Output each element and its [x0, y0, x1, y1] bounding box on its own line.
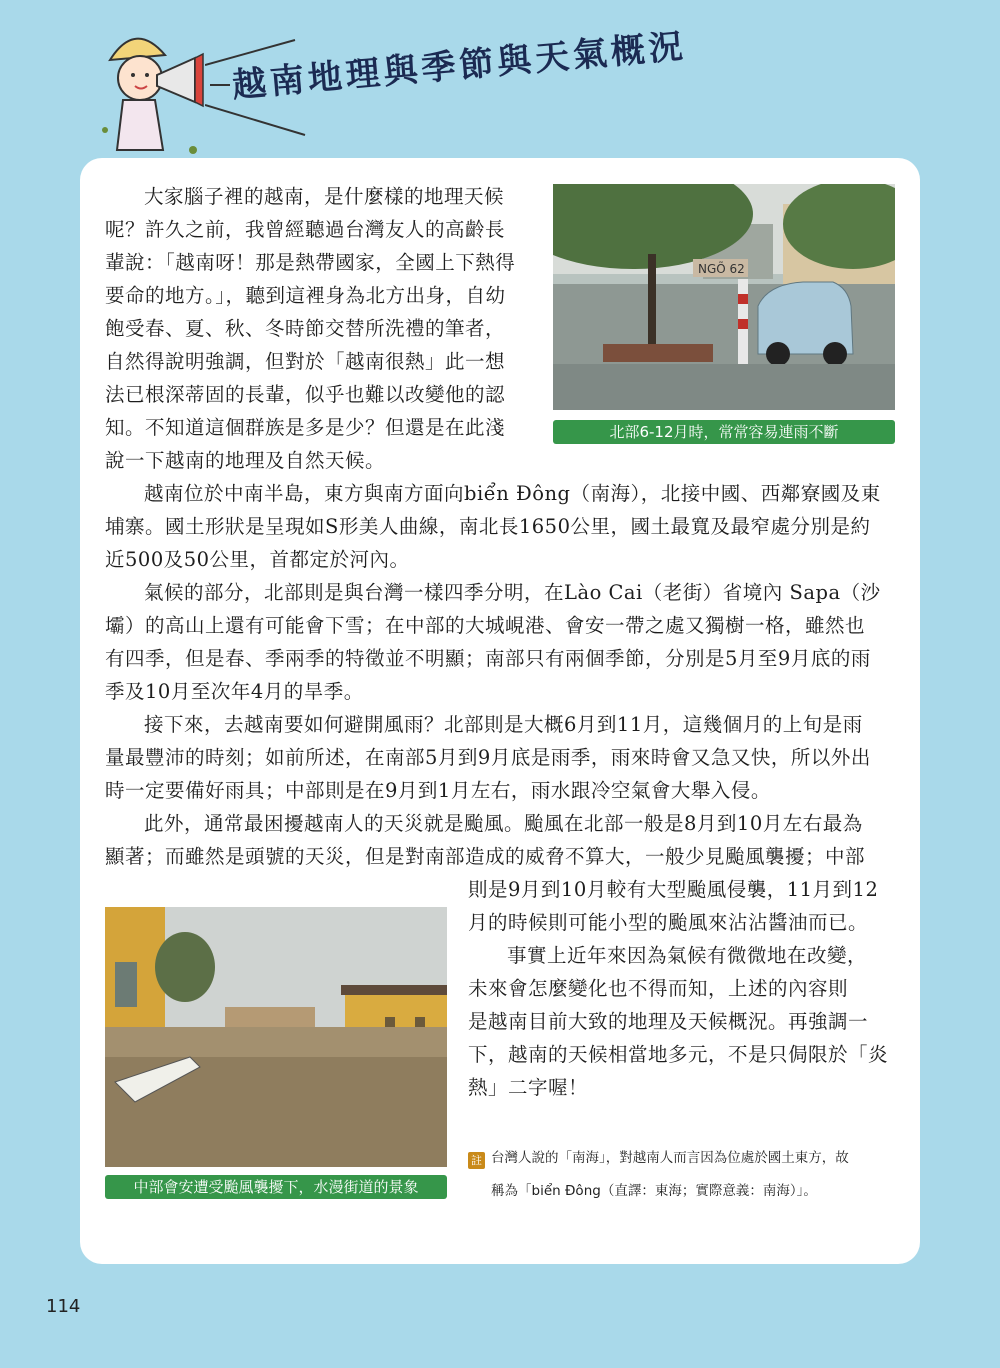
- footnote-line2: 稱為「biển Đông（直譯：東海；實際意義：南海）」。: [491, 1183, 817, 1199]
- text-line: 呢？許久之前，我曾經聽過台灣友人的高齡長: [105, 218, 506, 241]
- text-line: 季及10月至次年4月的旱季。: [105, 680, 364, 703]
- page-title: 越南地理與季節與天氣概況: [230, 26, 689, 106]
- text-line: 顯著；而雖然是頭號的天災，但是對南部造成的威脅不算大，一般少見颱風襲擾；中部: [105, 845, 866, 868]
- text-line: 知。不知道這個群族是多是少？但還是在此淺: [105, 416, 506, 439]
- body-paragraphs: [105, 477, 895, 873]
- text-line: 輩說：「越南呀！那是熱帶國家，全國上下熱得: [105, 251, 516, 274]
- text-line: 有四季，但是春、季兩季的特徵並不明顯；南部只有兩個季節，分別是5月至9月底的雨: [105, 647, 871, 670]
- text-line: 氣候的部分，北部則是與台灣一樣四季分明，在Lào Cai（老街）省境內 Sapa（沙: [144, 581, 881, 604]
- text-line: 法已根深蒂固的長輩，似乎也難以改變他的認: [105, 383, 506, 406]
- text-line: 事實上近年來因為氣候有微微地在改變，: [507, 944, 868, 967]
- photo2-caption: 中部會安遭受颱風襲擾下，水漫街道的景象: [105, 1175, 447, 1199]
- rainy-street-photo: [553, 184, 895, 410]
- text-line: 大家腦子裡的越南，是什麼樣的地理天候: [144, 185, 505, 208]
- text-line: 熱」二字喔！: [468, 1076, 589, 1099]
- photo1-caption: 北部6-12月時，常常容易連雨不斷: [553, 420, 895, 444]
- intro-paragraph: [105, 180, 533, 477]
- text-line: 埔寨。國土形狀是呈現如S形美人曲線，南北長1650公里，國土最寬及最窄處分別是約: [105, 515, 871, 538]
- text-line: 月的時候則可能小型的颱風來沾沾醬油而已。: [468, 911, 869, 934]
- right-column-paragraph: [468, 873, 898, 1104]
- footnote: [468, 1142, 898, 1208]
- text-line: 則是9月到10月較有大型颱風侵襲，11月到12: [468, 878, 879, 901]
- text-line: 說一下越南的地理及自然天候。: [105, 449, 386, 472]
- text-line: 是越南目前大致的地理及天候概況。再強調一: [468, 1010, 869, 1033]
- text-line: 近500及50公里，首都定於河內。: [105, 548, 410, 571]
- footnote-line1: 台灣人說的「南海」，對越南人而言因為位處於國土東方，故: [491, 1150, 849, 1166]
- text-line: 要命的地方。」，聽到這裡身為北方出身，自幼: [105, 284, 506, 307]
- text-line: 未來會怎麼變化也不得而知，上述的內容則: [468, 977, 849, 1000]
- text-line: 越南位於中南半島，東方與南方面向biển Đông（南海），北接中國、西鄰寮國及東: [144, 482, 881, 505]
- header: [0, 0, 1000, 170]
- text-line: 接下來，去越南要如何避開風雨？北部則是大概6月到11月，這幾個月的上旬是雨: [144, 713, 863, 736]
- flooded-street-photo: [105, 907, 447, 1167]
- text-line: 飽受春、夏、秋、冬時節交替所洗禮的筆者，: [105, 317, 506, 340]
- text-line: 壩）的高山上還有可能會下雪；在中部的大城峴港、會安一帶之處又獨樹一格，雖然也: [105, 614, 866, 637]
- text-line: 量最豐沛的時刻；如前所述，在南部5月到9月底是雨季，雨來時會又急又快，所以外出: [105, 746, 871, 769]
- note-badge-icon: 註: [468, 1152, 485, 1169]
- text-line: 自然得說明強調，但對於「越南很熱」此一想: [105, 350, 506, 373]
- text-line: 下，越南的天候相當地多元，不是只侷限於「炎: [468, 1043, 889, 1066]
- shop-sign-text: NGÕ 62: [698, 262, 745, 276]
- text-line: 時一定要備好雨具；中部則是在9月到1月左右，雨水跟冷空氣會大舉入侵。: [105, 779, 771, 802]
- text-line: 此外，通常最困擾越南人的天災就是颱風。颱風在北部一般是8月到10月左右最為: [144, 812, 863, 835]
- page-number: 114: [46, 1296, 81, 1317]
